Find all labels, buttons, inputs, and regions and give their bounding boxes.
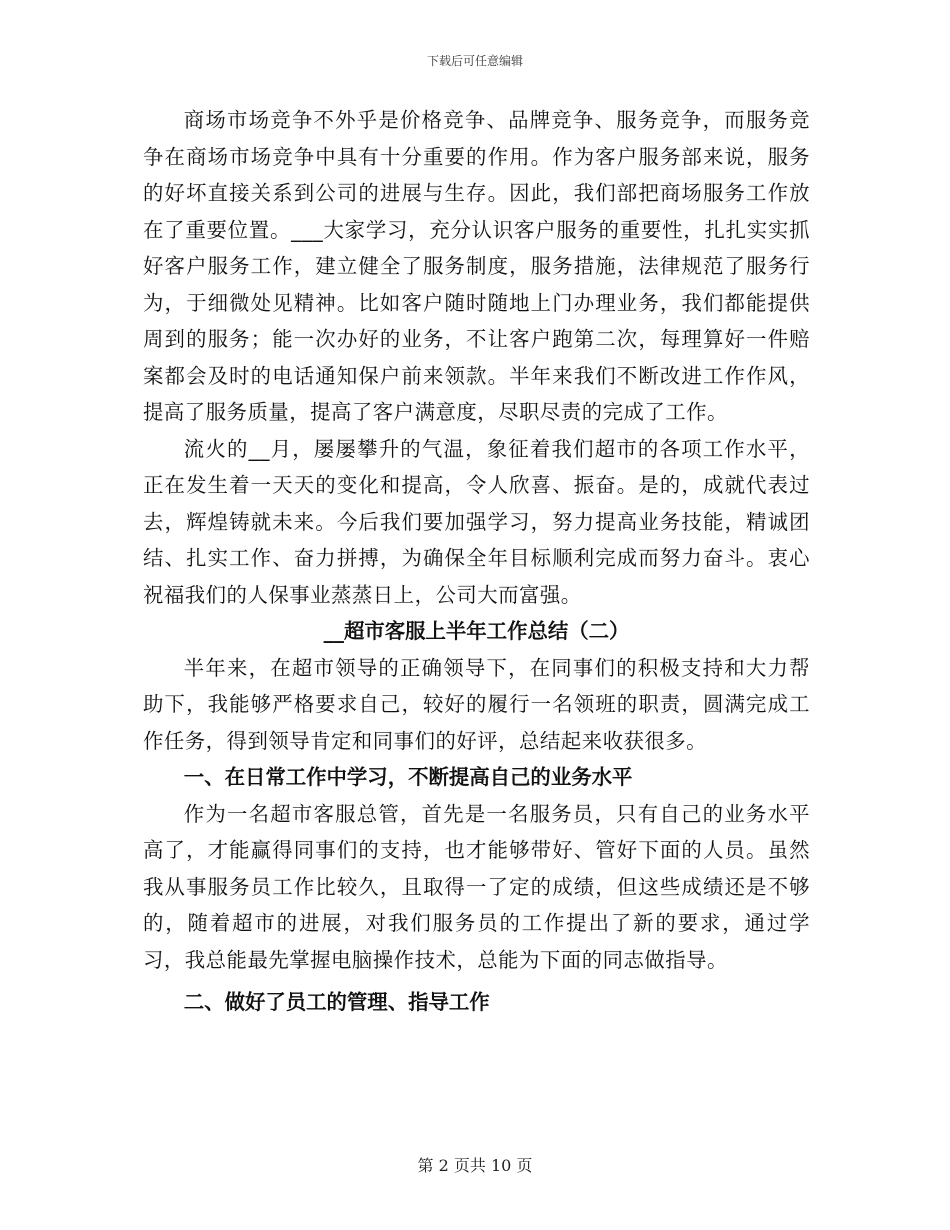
heading-learning: 一、在日常工作中学习，不断提高自己的业务水平 (183, 765, 633, 789)
section-title: __超市客服上半年工作总结（二） (323, 619, 630, 643)
document-body (143, 102, 810, 1021)
paragraph-learning: 作为一名超市客服总管，首先是一名服务员，只有自己的业务水平高了，才能赢得同事们的支持，也才能够带好、管好下面的人员。虽然我从事服务员工作比较久，且取得一了定的成绩，但这些成绩还是不够的，随着超市的进展，对我们服务员的工作提出了新的要求，通过学习，我总能最先掌握电脑操作技术，总能为下面的同志做指导。 (143, 801, 810, 972)
page-footer: 第 2 页共 10 页 (417, 1156, 533, 1175)
paragraph-service-competition: 商场市场竞争不外乎是价格竞争、品牌竞争、服务竞争，而服务竞争在商场市场竞争中具有十分重要的作用。作为客户服务部来说，服务的好坏直接关系到公司的进展与生存。因此，我们部把商场服务工作放在了重要位置。___大家学习，充分认识客户服务的重要性，扎扎实实抓好客户服务工作，建立健全了服务制度，服务措施，法律规范了服务行为，于细微处见精神。比如客户随时随地上门办理业务，我们都能提供周到的服务；能一次办好的业务，不让客户跑第二次，每理算好一件赔案都会及时的电话通知保户前来领款。半年来我们不断改进工作作风，提高了服务质量，提高了客户满意度，尽职尽责的完成了工作。 (143, 108, 810, 424)
paragraph-intro: 半年来，在超市领导的正确领导下，在同事们的积极支持和大力帮助下，我能够严格要求自己，较好的履行一名领班的职责，圆满完成工作任务，得到领导肯定和同事们的好评，总结起来收获很多。 (143, 655, 810, 753)
paragraph-outlook: 流火的__月，屡屡攀升的气温，象征着我们超市的各项工作水平，正在发生着一天天的变化和提高，令人欣喜、振奋。是的，成就代表过去，辉煌铸就未来。今后我们要加强学习，努力提高业务技能，精诚团结、扎实工作、奋力拼搏，为确保全年目标顺利完成而努力奋斗。衷心祝福我们的人保事业蒸蒸日上，公司大而富强。 (143, 436, 810, 607)
page-header: 下载后可任意编辑 (426, 54, 523, 68)
heading-management: 二、做好了员工的管理、指导工作 (183, 990, 490, 1014)
